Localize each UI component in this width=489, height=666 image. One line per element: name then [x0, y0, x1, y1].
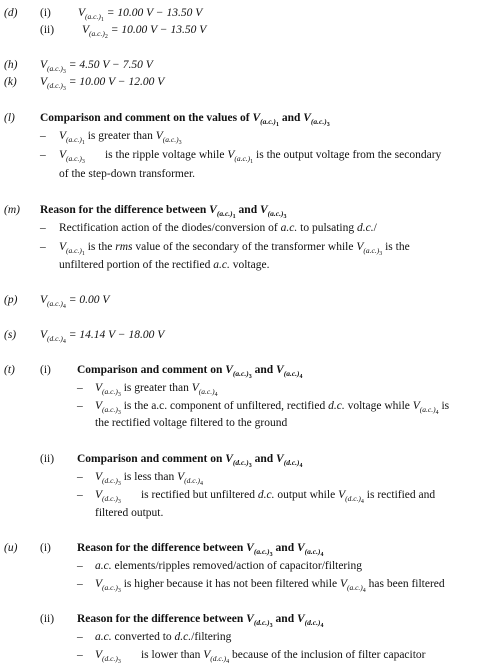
roman-numeral: (ii)	[40, 613, 55, 625]
bullet-text: the rectified voltage filtered to the ground	[95, 417, 288, 429]
bullet-dash: –	[77, 489, 83, 501]
tick-mark: /	[373, 222, 377, 234]
bullet-dash: –	[77, 631, 83, 643]
bullet-text: of the step-down transformer.	[59, 168, 196, 180]
bullet-dash: –	[77, 382, 83, 394]
section-heading: Reason for the difference between $V_{(a.c.)_3}$ and $V_{(a.c.)_4}$	[77, 542, 324, 558]
bullet-dash: –	[77, 471, 83, 483]
equation: $V_{(a.c.)_2} = 10.00$ V − 13.50 V	[82, 24, 207, 40]
bullet-text: a.c. elements/ripples removed/action of capacitor/filtering	[95, 560, 362, 572]
bullet-dash: –	[40, 241, 46, 253]
bullet-text: $V_{(a.c.)_1}$ is greater than $V_{(a.c.)_3}$	[59, 130, 182, 146]
section-heading: Comparison and comment on $V_{(d.c.)_3}$ and $V_{(d.c.)_4}$	[77, 453, 303, 469]
bullet-dash: –	[77, 578, 83, 590]
item-tag: (l)	[4, 112, 15, 124]
equation: $V_{(d.c.)_3} = 10.00$ V − 12.00 V	[40, 76, 165, 92]
item-tag: (h)	[4, 59, 18, 71]
bullet-dash: –	[40, 149, 46, 161]
bullet-dash: –	[77, 560, 83, 572]
bullet-dash: –	[40, 222, 46, 234]
roman-numeral: (i)	[40, 364, 51, 376]
item-tag: (m)	[4, 204, 20, 216]
section-heading: Reason for the difference between $V_{(d.c.)_3}$ and $V_{(d.c.)_4}$	[77, 613, 324, 629]
bullet-text: $V_{(a.c.)_3}$ is higher because it has not been filtered while $V_{(a.c.)_4}$ has been filtered	[95, 578, 445, 594]
item-tag: (d)	[4, 7, 18, 19]
roman-numeral: (i)	[40, 542, 51, 554]
bullet-text: a.c. converted to d.c./filtering	[95, 631, 232, 643]
bullet-dash: –	[77, 400, 83, 412]
bullet-text: $V_{(a.c.)_3}$ is the ripple voltage while $V_{(a.c.)_1}$ is the output voltage from the secondary	[59, 149, 442, 165]
bullet-text: unfiltered portion of the rectified a.c. voltage.	[59, 259, 270, 271]
roman-numeral: (ii)	[40, 453, 55, 465]
bullet-text: $V_{(a.c.)_3}$ is the a.c. component of unfiltered, rectified d.c. voltage while $V_{(a.c.)_4}$ is	[95, 400, 450, 416]
section-heading: Reason for the difference between $V_{(a.c.)_1}$ and $V_{(a.c.)_3}$	[40, 204, 287, 220]
section-heading: Comparison and comment on $V_{(a.c.)_3}$ and $V_{(a.c.)_4}$	[77, 364, 303, 380]
equation: $V_{(d.c.)_4} = 14.14$ V − 18.00 V	[40, 329, 165, 345]
bullet-text: $V_{(d.c.)_3}$ is lower than $V_{(d.c.)_4}$ because of the inclusion of filter capacitor	[95, 649, 426, 665]
bullet-text: $V_{(a.c.)_3}$ is greater than $V_{(a.c.)_4}$	[95, 382, 218, 398]
equation: $V_{(a.c.)_3} = 4.50$ V − 7.50 V	[40, 59, 153, 75]
item-tag: (u)	[4, 542, 18, 554]
equation: $V_{(a.c.)_4} = 0.00$ V	[40, 294, 110, 310]
equation: $V_{(a.c.)_1} = 10.00$ V − 13.50 V	[78, 7, 203, 23]
bullet-text: Rectification action of the diodes/conversion of a.c. to pulsating d.c./	[59, 222, 377, 234]
item-tag: (k)	[4, 76, 17, 88]
item-tag: (t)	[4, 364, 15, 376]
roman-numeral: (i)	[40, 7, 51, 19]
bullet-text: $V_{(d.c.)_3}$ is rectified but unfiltered d.c. output while $V_{(d.c.)_4}$ is rectified and	[95, 489, 436, 505]
bullet-dash: –	[40, 130, 46, 142]
bullet-text: $V_{(d.c.)_3}$ is less than $V_{(d.c.)_4}$	[95, 471, 203, 487]
roman-numeral: (ii)	[40, 24, 55, 36]
bullet-text: $V_{(a.c.)_1}$ is the rms value of the secondary of the transformer while $V_{(a.c.)_3}$ is the	[59, 241, 410, 257]
item-tag: (s)	[4, 329, 17, 341]
bullet-dash: –	[77, 649, 83, 661]
bullet-text: filtered output.	[95, 507, 164, 519]
section-heading: Comparison and comment on the values of $V_{(a.c.)_1}$ and $V_{(a.c.)_3}$	[40, 112, 330, 128]
item-tag: (p)	[4, 294, 18, 306]
